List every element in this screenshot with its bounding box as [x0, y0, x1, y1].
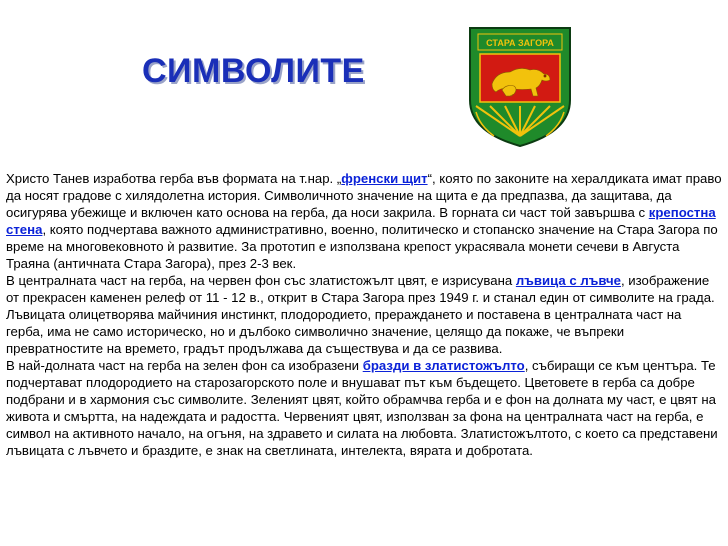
p2-text-a: В централната част на герба, на червен фон със златистожълт цвят, е изрисувана [6, 273, 516, 288]
page-title: СИМВОЛИТЕ [142, 52, 365, 90]
emblem-label: СТАРА ЗАГОРА [486, 38, 554, 48]
furrows-icon [472, 104, 568, 148]
link-fortress-wall[interactable]: крепостна стена [6, 205, 716, 237]
link-lioness-with-cub[interactable]: лъвица с лъвче [515, 273, 621, 288]
p3-text-a: В най-долната част на герба на зелен фон са изобразени [6, 358, 363, 373]
stara-zagora-coat-of-arms [466, 26, 574, 148]
link-french-shield[interactable]: френски щит [341, 171, 428, 186]
body-text [6, 170, 722, 459]
p2-text-b: , изображение от прекрасен каменен релеф от 11 - 12 в., открит в Стара Загора през 1949 г. и станал един от символите на града. Лъвицата олицетворява майчиния инстинкт, плодородието, прераждането и поставена в централната част на герба, има не само историческо, но и дълбоко символично значение, целящо да покаже, че въпреки превратностите на времето, градът продължава да съществува и да се развива. [6, 273, 715, 356]
p1-text-c: , която подчертава важното административно, военно, политическо и стопанско значение на Стара Загора по време на многовековното ѝ развитие. За прототип е използвана крепост украсявала монети сечеви в Августа Траяна (античната Стара Загора), през 2-3 век. [6, 222, 718, 271]
link-golden-furrows[interactable]: бразди в златистожълто [362, 358, 525, 373]
p1-text-a: Христо Танев изработва герба във формата на т.нар. „ [6, 171, 342, 186]
p1-text-b: “, която по законите на хералдиката имат право да носят градове с хилядолетна история. Символичното значение на щита е да предпазва, да защитава, да осигурява убежище и включен като основа на герба, да носи закрила. В горната си част той завършва с [6, 171, 722, 220]
p3-text-b: , събиращи се към центъра. Те подчертават плодородието на старозагорското поле и внушават път към бъдещето. Цветовете в герба са добре подбрани и в хармония със символите. Зеленият цвят, който обрамчва герба и е фон на долната му част, е цвят на живота и смъртта, на надеждата и радостта. Червеният цвят, използван за фона на централната част на герба, е символ на активното начало, на огъня, на здравето и силата на любовта. Златистожълтото, с което са представени лъвицата с лъвчето и браздите, е знак на светлината, интелекта, вярата и добротата. [6, 358, 718, 458]
